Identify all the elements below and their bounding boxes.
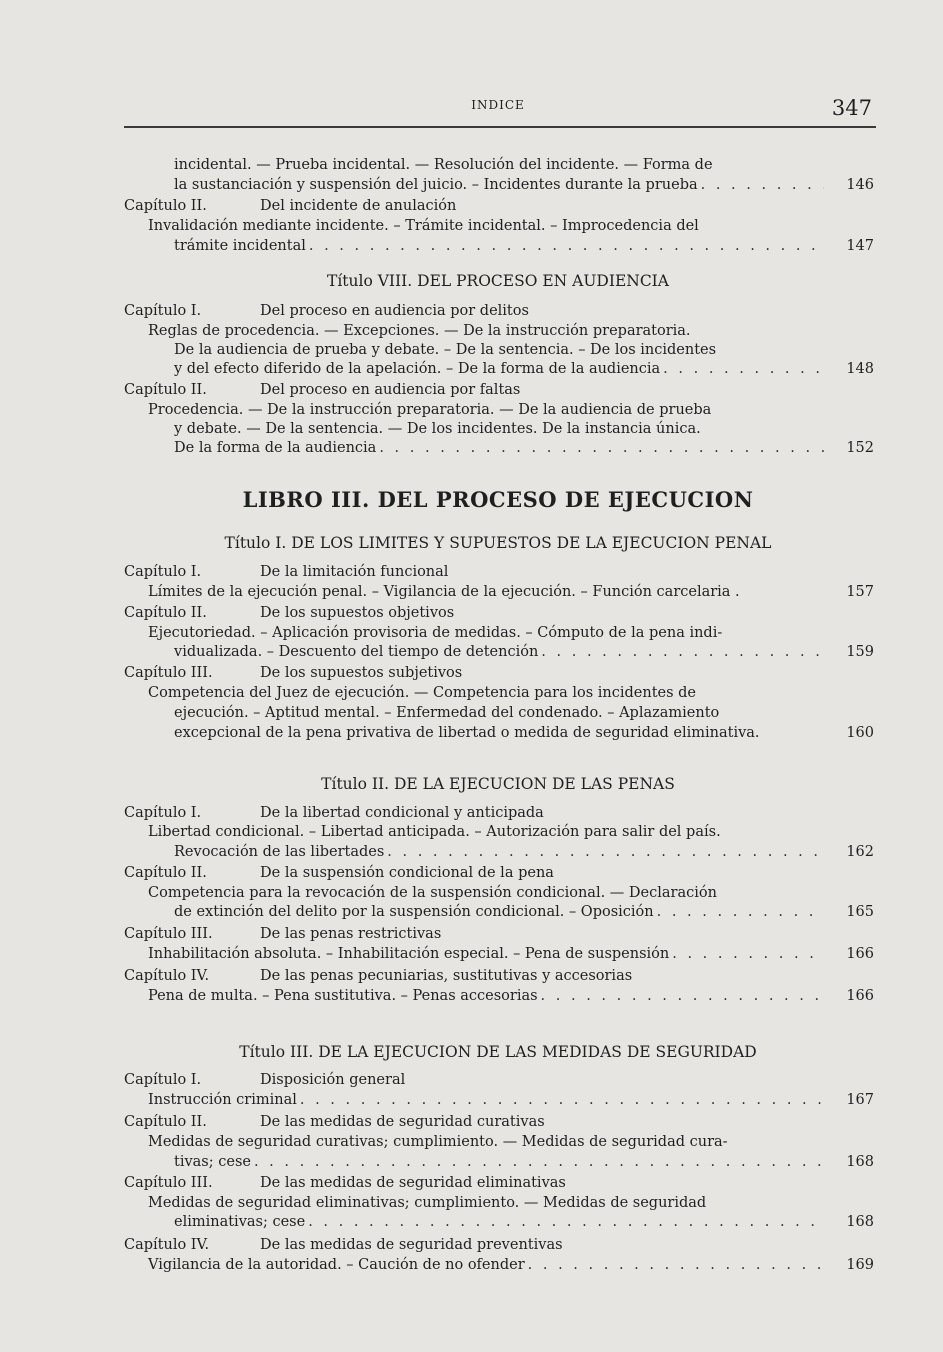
- chapter-heading: [124, 381, 520, 400]
- toc-entry: [148, 987, 824, 1006]
- toc-entry-text: Inhabilitación absoluta. – Inhabilitación especial. – Pena de suspensión: [148, 946, 670, 962]
- chapter-title: De la suspensión condicional de la pena: [260, 865, 554, 881]
- toc-entry-text: Revocación de las libertades: [174, 844, 385, 860]
- chapter-title: Del incidente de anulación: [260, 198, 457, 214]
- toc-entry: [174, 237, 824, 256]
- chapter-heading: [124, 804, 544, 823]
- toc-line: ejecución. – Aptitud mental. – Enfermedad del condenado. – Aplazamiento: [174, 705, 720, 721]
- chapter-title: De las medidas de seguridad eliminativas: [260, 1175, 566, 1191]
- toc-line: Reglas de procedencia. — Excepciones. — De la instrucción preparatoria.: [148, 323, 691, 339]
- toc-entry-text: Pena de multa. – Pena sustitutiva. – Penas accesorias: [148, 988, 538, 1004]
- toc-line: Competencia para la revocación de la suspensión condicional. — Declaración: [148, 885, 717, 901]
- leader-dots: [541, 643, 824, 662]
- toc-page-ref: 147: [846, 238, 874, 254]
- toc-entry: [148, 945, 824, 964]
- chapter-heading: [124, 664, 462, 683]
- leader-dots: [387, 843, 824, 862]
- toc-entry-text: vidualizada. – Descuento del tiempo de detención: [174, 644, 539, 660]
- chapter-title: De las penas pecuniarias, sustitutivas y accesorias: [260, 968, 633, 984]
- leader-dots: [663, 360, 824, 379]
- chapter-title: De la limitación funcional: [260, 564, 449, 580]
- toc-entry-text: la sustanciación y suspensión del juicio. – Incidentes durante la prueba: [174, 177, 698, 193]
- chapter-heading: [124, 1174, 566, 1193]
- toc-line: Ejecutoriedad. – Aplicación provisoria de medidas. – Cómputo de la pena indi-: [148, 625, 723, 641]
- leader-dots: [541, 987, 824, 1006]
- chapter-label: Capítulo II.: [124, 198, 207, 214]
- leader-dots: [672, 945, 824, 964]
- title-heading: Título II. DE LA EJECUCION DE LAS PENAS: [321, 775, 675, 793]
- chapter-heading: [124, 302, 529, 321]
- chapter-label: Capítulo II.: [124, 865, 207, 881]
- title-heading: Título I. DE LOS LIMITES Y SUPUESTOS DE LA EJECUCION PENAL: [224, 534, 772, 552]
- toc-page-ref: 160: [846, 725, 874, 741]
- leader-dots: [254, 1153, 824, 1172]
- chapter-label: Capítulo I.: [124, 805, 202, 821]
- chapter-label: Capítulo I.: [124, 303, 202, 319]
- toc-page-ref: 157: [846, 584, 874, 600]
- chapter-label: Capítulo I.: [124, 1072, 202, 1088]
- toc-line: Medidas de seguridad curativas; cumplimiento. — Medidas de seguridad cura-: [148, 1134, 728, 1150]
- leader-dots: [300, 1091, 824, 1110]
- toc-entry: [174, 439, 824, 458]
- leader-dots: [379, 439, 824, 458]
- leader-dots: [309, 237, 824, 256]
- toc-page-ref: 168: [846, 1214, 874, 1230]
- chapter-heading: [124, 604, 454, 623]
- chapter-title: De los supuestos subjetivos: [260, 665, 463, 681]
- toc-entry: [174, 843, 824, 862]
- toc-line: incidental. — Prueba incidental. — Resolución del incidente. — Forma de: [174, 157, 713, 173]
- toc-entry: [174, 903, 824, 922]
- chapter-title: De las medidas de seguridad curativas: [260, 1114, 545, 1130]
- chapter-label: Capítulo III.: [124, 665, 213, 681]
- toc-page-ref: 146: [846, 177, 874, 193]
- chapter-label: Capítulo I.: [124, 564, 202, 580]
- toc-line: Invalidación mediante incidente. – Trámite incidental. – Improcedencia del: [148, 218, 699, 234]
- toc-page-ref: 148: [846, 361, 874, 377]
- running-header: [0, 96, 943, 122]
- chapter-heading: [124, 925, 441, 944]
- toc-entry-text: de extinción del delito por la suspensión condicional. – Oposición: [174, 904, 654, 920]
- toc-entry: [174, 1153, 824, 1172]
- toc-entry-text: excepcional de la pena privativa de libertad o medida de seguridad eliminativa.: [174, 725, 760, 741]
- running-title: INDICE: [471, 98, 525, 112]
- chapter-title: Disposición general: [260, 1072, 406, 1088]
- toc-page-ref: 167: [846, 1092, 874, 1108]
- toc-entry-text: eliminativas; cese: [174, 1214, 306, 1230]
- toc-entry: [148, 1256, 824, 1275]
- toc-entry: [174, 643, 824, 662]
- chapter-title: De las penas restrictivas: [260, 926, 442, 942]
- chapter-label: Capítulo II.: [124, 605, 207, 621]
- chapter-heading: [124, 967, 632, 986]
- toc-entry: [174, 176, 824, 195]
- toc-page-ref: 168: [846, 1154, 874, 1170]
- toc-entry-text: Límites de la ejecución penal. – Vigilancia de la ejecución. – Función carcelaria .: [148, 584, 740, 600]
- toc-page-ref: 152: [846, 440, 874, 456]
- header-rule: [124, 126, 876, 128]
- toc-page-ref: 165: [846, 904, 874, 920]
- toc-page-ref: 166: [846, 988, 874, 1004]
- toc-entry-text: Vigilancia de la autoridad. – Caución de no ofender: [148, 1257, 525, 1273]
- chapter-title: Del proceso en audiencia por delitos: [260, 303, 529, 319]
- toc-entry-text: trámite incidental: [174, 238, 306, 254]
- chapter-heading: [124, 197, 456, 216]
- toc-entry-text: tivas; cese: [174, 1154, 251, 1170]
- leader-dots: [657, 903, 824, 922]
- chapter-heading: [124, 563, 448, 582]
- toc-line: Libertad condicional. – Libertad anticipada. – Autorización para salir del país.: [148, 824, 721, 840]
- chapter-label: Capítulo II.: [124, 382, 207, 398]
- page-number: 347: [831, 96, 872, 120]
- chapter-title: Del proceso en audiencia por faltas: [260, 382, 521, 398]
- toc-entry: [174, 1213, 824, 1232]
- toc-entry: [148, 1091, 824, 1110]
- toc-entry-text: Instrucción criminal: [148, 1092, 297, 1108]
- chapter-heading: [124, 1236, 563, 1255]
- toc-entry: [174, 360, 824, 379]
- toc-line: Medidas de seguridad eliminativas; cumplimiento. — Medidas de seguridad: [148, 1195, 707, 1211]
- toc-page-ref: 166: [846, 946, 874, 962]
- toc-line: Competencia del Juez de ejecución. — Competencia para los incidentes de: [148, 685, 697, 701]
- chapter-label: Capítulo IV.: [124, 968, 210, 984]
- toc-page-ref: 169: [846, 1257, 874, 1273]
- title-heading: Título III. DE LA EJECUCION DE LAS MEDIDAS DE SEGURIDAD: [239, 1043, 757, 1061]
- book-heading: LIBRO III. DEL PROCESO DE EJECUCION: [242, 487, 754, 512]
- chapter-label: Capítulo III.: [124, 926, 213, 942]
- chapter-label: Capítulo II.: [124, 1114, 207, 1130]
- chapter-title: De las medidas de seguridad preventivas: [260, 1237, 563, 1253]
- chapter-label: Capítulo III.: [124, 1175, 213, 1191]
- toc-line: De la audiencia de prueba y debate. – De la sentencia. – De los incidentes: [174, 342, 717, 358]
- toc-entry-text: y del efecto diferido de la apelación. – De la forma de la audiencia: [174, 361, 661, 377]
- toc-page-ref: 159: [846, 644, 874, 660]
- chapter-heading: [124, 1113, 545, 1132]
- chapter-label: Capítulo IV.: [124, 1237, 210, 1253]
- chapter-title: De los supuestos objetivos: [260, 605, 455, 621]
- toc-line: y debate. — De la sentencia. — De los incidentes. De la instancia única.: [174, 421, 701, 437]
- leader-dots: [701, 176, 824, 195]
- toc-line: Procedencia. — De la instrucción preparatoria. — De la audiencia de prueba: [148, 402, 712, 418]
- chapter-heading: [124, 1071, 405, 1090]
- chapter-title: De la libertad condicional y anticipada: [260, 805, 544, 821]
- title-heading: Título VIII. DEL PROCESO EN AUDIENCIA: [327, 272, 669, 290]
- toc-entry-text: De la forma de la audiencia: [174, 440, 377, 456]
- leader-dots: [308, 1213, 824, 1232]
- chapter-heading: [124, 864, 554, 883]
- toc-page-ref: 162: [846, 844, 874, 860]
- leader-dots: [528, 1256, 824, 1275]
